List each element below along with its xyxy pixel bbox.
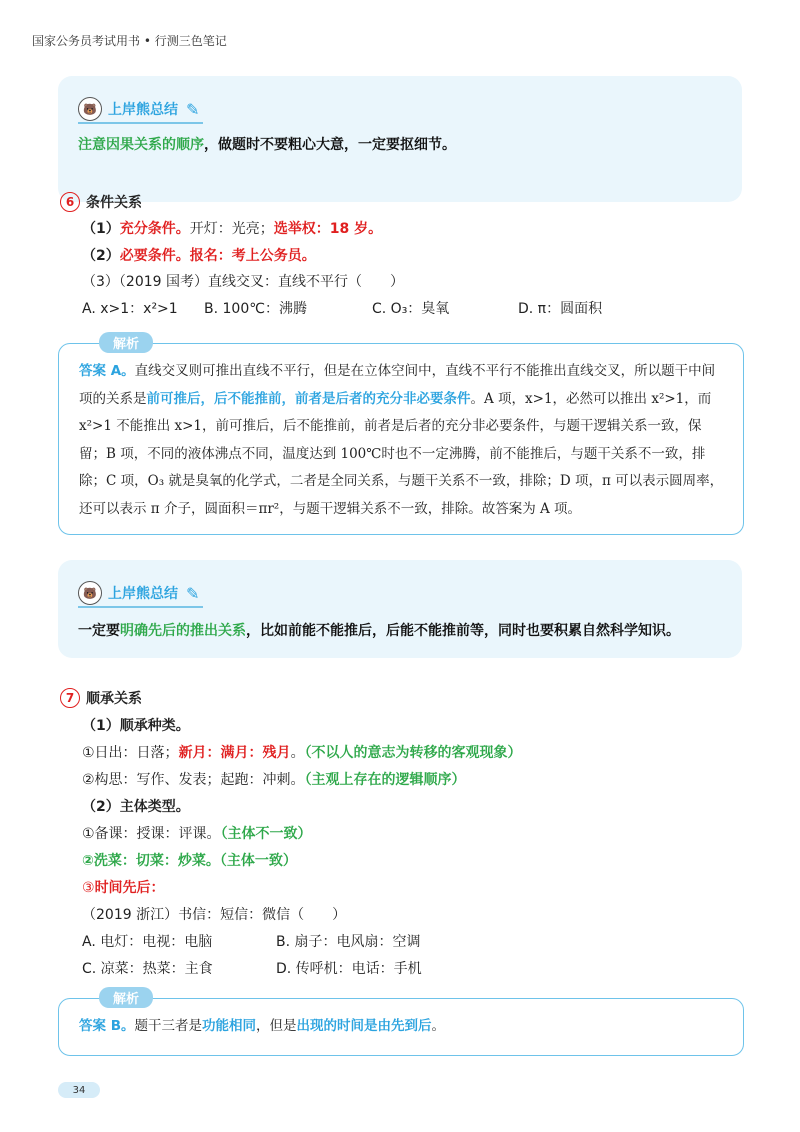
sec6-line-2: （2）必要条件。报名：考上公务员。 bbox=[82, 248, 316, 264]
section-title: 顺承关系 bbox=[86, 691, 142, 707]
analysis-text-7: 答案 B。题干三者是功能相同，但是出现的时间是由先到后。 bbox=[79, 1018, 445, 1034]
sec7-line-3: ②构思：写作、发表；起跑：冲刺。（主观上存在的逻辑顺序） bbox=[82, 772, 466, 788]
section-7-heading bbox=[60, 688, 142, 708]
sec7-option-c: C. 凉菜：热菜：主食 bbox=[82, 961, 213, 977]
sec7-line-6: ②洗菜：切菜：炒菜。（主体一致） bbox=[82, 853, 297, 869]
analysis-text-6: 答案 A。直线交叉则可推出直线不平行，但是在立体空间中，直线不平行不能推出直线交叉，所以题干中间项的关系是前可推后，后不能推前，前者是后者的充分非必要条件。A 项，x>1，必然可以推出 x²>1，而 x²>1 不能推出 x>1，前可推后，后不能推前，前者是后者的充分非必要条件，与题干逻辑关系一致，保留；B 项，不同的液体沸点不同，温度达到 100℃时也不一定沸腾，前不能推后，与题干关系不一致，排除；C 项，O₃ 就是臭氧的化学式，二者是全同关系，与题干关系不一致，排除；D 项，π 可以表示圆周率，还可以表示 π 介子，圆面积＝πr²，与题干逻辑关系不一致，排除。故答案为 A 项。 bbox=[79, 363, 724, 517]
running-header: 国家公务员考试用书 • 行测三色笔记 bbox=[32, 34, 227, 48]
sec7-option-d: D. 传呼机：电话：手机 bbox=[276, 961, 422, 977]
pen-icon: ✎ bbox=[186, 99, 200, 119]
sec7-option-a: A. 电灯：电视：电脑 bbox=[82, 934, 213, 950]
pen-icon: ✎ bbox=[186, 583, 200, 603]
analysis-box-6 bbox=[58, 337, 744, 535]
section-number: 6 bbox=[60, 192, 80, 212]
sec6-question: （3）（2019 国考）直线交叉：直线不平行（ ） bbox=[82, 274, 404, 290]
summary-badge bbox=[78, 96, 203, 124]
summary-box-1 bbox=[58, 76, 742, 202]
summary-badge bbox=[78, 580, 203, 608]
summary-text-2: 一定要明确先后的推出关系，比如前能不能推后，后能不能推前等，同时也要积累自然科学知识。 bbox=[78, 623, 680, 639]
analysis-tab: 解析 bbox=[99, 987, 153, 1008]
sec7-line-7: ③时间先后： bbox=[82, 880, 165, 896]
summary-box-2 bbox=[58, 560, 742, 658]
sec7-line-4: （2）主体类型。 bbox=[82, 799, 190, 815]
sec7-question: （2019 浙江）书信：短信：微信（ ） bbox=[82, 907, 347, 923]
summary-text-1: 注意因果关系的顺序，做题时不要粗心大意，一定要抠细节。 bbox=[78, 137, 456, 153]
sec6-option-b: B. 100℃：沸腾 bbox=[204, 301, 307, 317]
sec6-option-d: D. π：圆面积 bbox=[518, 301, 603, 317]
sec7-option-b: B. 扇子：电风扇：空调 bbox=[276, 934, 421, 950]
sec7-line-2: ①日出：日落；新月：满月：残月。（不以人的意志为转移的客观现象） bbox=[82, 745, 522, 761]
sec6-option-c: C. O₃：臭氧 bbox=[372, 301, 450, 317]
sec7-line-1: （1）顺承种类。 bbox=[82, 718, 190, 734]
page-number: 34 bbox=[58, 1082, 100, 1098]
sec6-option-a: A. x>1：x²>1 bbox=[82, 301, 178, 317]
section-number: 7 bbox=[60, 688, 80, 708]
section-6-heading bbox=[60, 192, 142, 212]
bear-mascot-icon: 🐻 bbox=[78, 97, 102, 121]
sec6-line-1: （1）充分条件。开灯：光亮；选举权：18 岁。 bbox=[82, 221, 383, 237]
summary-badge-title: 上岸熊总结 bbox=[108, 102, 178, 118]
analysis-tab: 解析 bbox=[99, 332, 153, 353]
analysis-box-7 bbox=[58, 992, 744, 1056]
bear-mascot-icon: 🐻 bbox=[78, 581, 102, 605]
section-title: 条件关系 bbox=[86, 195, 142, 211]
sec7-line-5: ①备课：授课：评课。（主体不一致） bbox=[82, 826, 312, 842]
summary-badge-title: 上岸熊总结 bbox=[108, 586, 178, 602]
